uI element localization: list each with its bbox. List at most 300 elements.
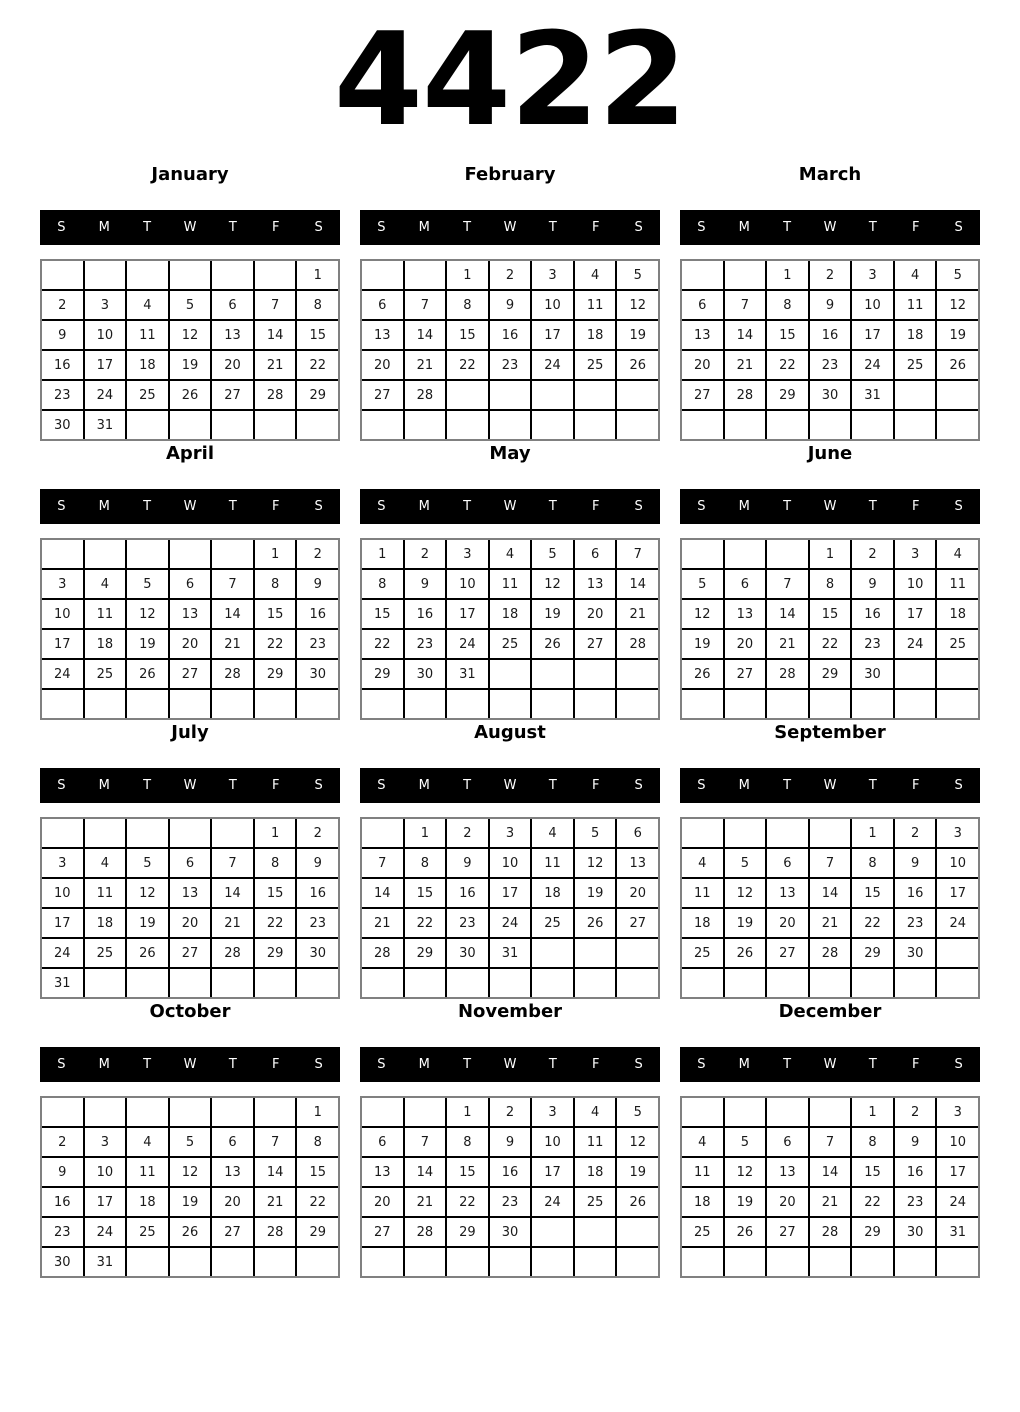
weekday-label: W	[503, 220, 517, 235]
day-cell: 9	[297, 849, 338, 877]
day-cell: 9	[852, 570, 893, 598]
day-cell-empty	[617, 690, 658, 718]
day-cell: 2	[895, 1098, 936, 1126]
weekday-label: T	[868, 778, 877, 793]
weekday-label: M	[738, 499, 750, 514]
day-cell: 5	[127, 570, 168, 598]
day-cell: 3	[85, 291, 126, 319]
days-grid	[360, 538, 660, 720]
day-cell: 18	[127, 351, 168, 379]
day-cell: 10	[895, 570, 936, 598]
weekday-label: T	[463, 499, 472, 514]
weekday-label: W	[823, 1057, 837, 1072]
weekday-label: M	[738, 1057, 750, 1072]
day-cell: 16	[447, 879, 488, 907]
day-cell: 9	[405, 570, 446, 598]
day-cell: 29	[297, 1218, 338, 1246]
day-cell: 11	[682, 879, 723, 907]
day-cell-empty	[170, 1248, 211, 1276]
day-cell: 17	[852, 321, 893, 349]
day-cell: 15	[810, 600, 851, 628]
day-cell: 9	[895, 1128, 936, 1156]
day-cell: 8	[810, 570, 851, 598]
day-cell: 20	[170, 909, 211, 937]
day-cell: 28	[405, 381, 446, 409]
day-cell-empty	[297, 690, 338, 718]
day-cell-empty	[490, 660, 531, 688]
day-cell-empty	[42, 1098, 83, 1126]
weekday-label: T	[463, 778, 472, 793]
day-cell: 26	[170, 1218, 211, 1246]
weekday-label: T	[143, 1057, 152, 1072]
day-cell-empty	[490, 381, 531, 409]
day-cell: 8	[767, 291, 808, 319]
day-cell: 29	[447, 1218, 488, 1246]
day-cell-empty	[767, 411, 808, 439]
day-cell-empty	[212, 261, 253, 289]
day-cell: 17	[85, 351, 126, 379]
day-cell: 19	[617, 321, 658, 349]
day-cell: 28	[810, 1218, 851, 1246]
weekday-label: W	[503, 499, 517, 514]
day-cell: 11	[682, 1158, 723, 1186]
day-cell: 16	[895, 1158, 936, 1186]
day-cell: 2	[447, 819, 488, 847]
day-cell: 9	[810, 291, 851, 319]
day-cell: 18	[85, 630, 126, 658]
days-grid	[360, 1096, 660, 1278]
weekday-label: F	[271, 220, 280, 235]
day-cell-empty	[255, 1248, 296, 1276]
days-grid	[360, 259, 660, 441]
day-cell: 14	[255, 321, 296, 349]
weekday-label: S	[697, 499, 706, 514]
day-cell: 20	[362, 1188, 403, 1216]
day-cell: 7	[725, 291, 766, 319]
day-cell: 7	[767, 570, 808, 598]
day-cell: 27	[767, 939, 808, 967]
weekday-label: S	[377, 499, 386, 514]
day-cell: 26	[532, 630, 573, 658]
day-cell: 4	[532, 819, 573, 847]
day-cell-empty	[362, 411, 403, 439]
day-cell: 14	[725, 321, 766, 349]
day-cell: 29	[810, 660, 851, 688]
day-cell: 4	[85, 849, 126, 877]
weekday-label: F	[911, 499, 920, 514]
day-cell: 23	[297, 909, 338, 937]
day-cell: 19	[617, 1158, 658, 1186]
day-cell-empty	[937, 969, 978, 997]
day-cell: 15	[255, 879, 296, 907]
day-cell: 18	[127, 1188, 168, 1216]
day-cell: 10	[42, 879, 83, 907]
day-cell: 21	[405, 1188, 446, 1216]
day-cell-empty	[852, 690, 893, 718]
day-cell: 31	[937, 1218, 978, 1246]
day-cell: 2	[490, 1098, 531, 1126]
day-cell: 17	[490, 879, 531, 907]
day-cell: 26	[937, 351, 978, 379]
weekday-label: F	[591, 1057, 600, 1072]
day-cell-empty	[447, 690, 488, 718]
day-cell: 26	[575, 909, 616, 937]
day-cell: 8	[362, 570, 403, 598]
month-name: January	[151, 164, 229, 185]
weekday-label: T	[548, 778, 557, 793]
day-cell: 20	[362, 351, 403, 379]
day-cell: 28	[212, 939, 253, 967]
day-cell: 10	[937, 849, 978, 877]
day-cell: 4	[682, 1128, 723, 1156]
day-cell: 24	[85, 1218, 126, 1246]
day-cell: 21	[767, 630, 808, 658]
month-name: November	[457, 1001, 563, 1022]
day-cell: 12	[725, 1158, 766, 1186]
day-cell-empty	[255, 411, 296, 439]
day-cell: 21	[405, 351, 446, 379]
day-cell-empty	[447, 381, 488, 409]
day-cell: 16	[490, 1158, 531, 1186]
day-cell: 7	[255, 291, 296, 319]
weekday-label: S	[57, 220, 66, 235]
day-cell-empty	[725, 411, 766, 439]
weekday-header	[680, 210, 980, 245]
day-cell: 5	[617, 1098, 658, 1126]
weekday-label: F	[591, 499, 600, 514]
day-cell: 20	[767, 1188, 808, 1216]
day-cell: 22	[767, 351, 808, 379]
day-cell-empty	[297, 411, 338, 439]
day-cell: 15	[447, 1158, 488, 1186]
day-cell-empty	[617, 969, 658, 997]
day-cell-empty	[810, 1248, 851, 1276]
day-cell-empty	[767, 1248, 808, 1276]
day-cell-empty	[767, 540, 808, 568]
day-cell: 23	[405, 630, 446, 658]
day-cell: 6	[362, 291, 403, 319]
day-cell: 14	[617, 570, 658, 598]
day-cell: 29	[255, 939, 296, 967]
day-cell: 9	[490, 1128, 531, 1156]
day-cell: 10	[532, 291, 573, 319]
day-cell: 7	[212, 570, 253, 598]
day-cell: 23	[42, 381, 83, 409]
weekday-label: W	[183, 220, 197, 235]
day-cell: 14	[212, 600, 253, 628]
day-cell: 14	[405, 1158, 446, 1186]
day-cell: 6	[212, 291, 253, 319]
day-cell: 24	[42, 660, 83, 688]
day-cell: 9	[42, 321, 83, 349]
day-cell-empty	[362, 1248, 403, 1276]
day-cell-empty	[575, 969, 616, 997]
day-cell-empty	[682, 819, 723, 847]
day-cell-empty	[532, 411, 573, 439]
day-cell: 7	[810, 1128, 851, 1156]
day-cell: 23	[895, 909, 936, 937]
day-cell: 27	[725, 660, 766, 688]
day-cell: 18	[895, 321, 936, 349]
day-cell: 15	[297, 1158, 338, 1186]
day-cell-empty	[362, 969, 403, 997]
weekday-label: T	[868, 220, 877, 235]
day-cell-empty	[42, 690, 83, 718]
day-cell-empty	[682, 540, 723, 568]
day-cell: 27	[575, 630, 616, 658]
day-cell-empty	[212, 969, 253, 997]
day-cell-empty	[937, 411, 978, 439]
weekday-label: W	[183, 1057, 197, 1072]
weekday-label: S	[377, 778, 386, 793]
day-cell: 15	[767, 321, 808, 349]
day-cell-empty	[405, 1098, 446, 1126]
day-cell: 16	[852, 600, 893, 628]
day-cell: 1	[447, 1098, 488, 1126]
day-cell-empty	[42, 261, 83, 289]
day-cell: 22	[255, 909, 296, 937]
weekday-label: T	[463, 1057, 472, 1072]
day-cell: 15	[405, 879, 446, 907]
day-cell: 24	[937, 1188, 978, 1216]
month-name: October	[149, 1001, 231, 1022]
day-cell: 16	[42, 351, 83, 379]
weekday-label: S	[697, 1057, 706, 1072]
day-cell-empty	[362, 690, 403, 718]
weekday-label: T	[228, 499, 237, 514]
weekday-label: T	[143, 499, 152, 514]
weekday-label: W	[503, 778, 517, 793]
weekday-label: F	[271, 499, 280, 514]
weekday-label: T	[783, 499, 792, 514]
day-cell: 11	[127, 1158, 168, 1186]
day-cell: 2	[297, 540, 338, 568]
day-cell: 13	[767, 879, 808, 907]
weekday-label: F	[911, 778, 920, 793]
day-cell: 27	[767, 1218, 808, 1246]
weekday-label: S	[377, 1057, 386, 1072]
day-cell-empty	[255, 690, 296, 718]
weekday-label: S	[954, 1057, 963, 1072]
day-cell: 13	[575, 570, 616, 598]
day-cell: 23	[895, 1188, 936, 1216]
day-cell: 30	[895, 1218, 936, 1246]
day-cell: 18	[575, 1158, 616, 1186]
day-cell: 11	[85, 600, 126, 628]
day-cell: 14	[767, 600, 808, 628]
weekday-label: W	[823, 499, 837, 514]
day-cell: 20	[170, 630, 211, 658]
weekday-header	[680, 489, 980, 524]
day-cell: 2	[490, 261, 531, 289]
month-february	[360, 164, 660, 441]
day-cell-empty	[725, 690, 766, 718]
weekday-label: S	[954, 499, 963, 514]
day-cell: 30	[810, 381, 851, 409]
day-cell-empty	[575, 939, 616, 967]
day-cell: 7	[617, 540, 658, 568]
day-cell: 2	[42, 291, 83, 319]
weekday-label: F	[911, 1057, 920, 1072]
days-grid	[680, 1096, 980, 1278]
month-name: February	[464, 164, 556, 185]
day-cell: 28	[255, 1218, 296, 1246]
day-cell: 10	[937, 1128, 978, 1156]
day-cell: 21	[255, 351, 296, 379]
day-cell: 12	[725, 879, 766, 907]
day-cell: 13	[617, 849, 658, 877]
day-cell: 14	[362, 879, 403, 907]
weekday-label: S	[954, 778, 963, 793]
day-cell: 29	[767, 381, 808, 409]
day-cell: 28	[810, 939, 851, 967]
day-cell: 17	[895, 600, 936, 628]
day-cell: 24	[895, 630, 936, 658]
day-cell: 3	[895, 540, 936, 568]
weekday-label: M	[418, 499, 430, 514]
days-grid	[40, 538, 340, 720]
day-cell: 23	[490, 351, 531, 379]
day-cell-empty	[85, 1098, 126, 1126]
day-cell: 5	[170, 1128, 211, 1156]
day-cell-empty	[447, 1248, 488, 1276]
day-cell: 22	[447, 351, 488, 379]
day-cell-empty	[617, 411, 658, 439]
day-cell: 24	[447, 630, 488, 658]
day-cell-empty	[170, 969, 211, 997]
day-cell: 25	[895, 351, 936, 379]
day-cell-empty	[937, 660, 978, 688]
day-cell: 28	[405, 1218, 446, 1246]
year-title: 4422	[333, 6, 687, 155]
day-cell: 6	[682, 291, 723, 319]
day-cell-empty	[895, 969, 936, 997]
day-cell: 27	[212, 381, 253, 409]
day-cell: 30	[405, 660, 446, 688]
day-cell: 10	[447, 570, 488, 598]
day-cell-empty	[490, 411, 531, 439]
day-cell: 30	[42, 411, 83, 439]
day-cell: 22	[297, 1188, 338, 1216]
day-cell: 16	[297, 879, 338, 907]
day-cell: 11	[937, 570, 978, 598]
day-cell-empty	[490, 1248, 531, 1276]
day-cell: 8	[447, 1128, 488, 1156]
day-cell: 10	[85, 321, 126, 349]
day-cell: 1	[297, 1098, 338, 1126]
day-cell: 12	[682, 600, 723, 628]
day-cell: 1	[852, 1098, 893, 1126]
day-cell: 4	[85, 570, 126, 598]
weekday-label: T	[783, 1057, 792, 1072]
day-cell-empty	[810, 819, 851, 847]
day-cell: 25	[682, 939, 723, 967]
weekday-label: F	[271, 1057, 280, 1072]
day-cell: 21	[362, 909, 403, 937]
day-cell: 4	[490, 540, 531, 568]
day-cell-empty	[767, 690, 808, 718]
day-cell-empty	[127, 1248, 168, 1276]
day-cell: 6	[212, 1128, 253, 1156]
day-cell: 27	[170, 939, 211, 967]
month-name: August	[474, 722, 546, 743]
day-cell: 5	[532, 540, 573, 568]
day-cell: 22	[852, 909, 893, 937]
day-cell-empty	[212, 1098, 253, 1126]
day-cell-empty	[127, 690, 168, 718]
day-cell: 7	[405, 1128, 446, 1156]
day-cell: 29	[405, 939, 446, 967]
day-cell-empty	[212, 819, 253, 847]
day-cell: 30	[490, 1218, 531, 1246]
weekday-label: W	[183, 778, 197, 793]
day-cell: 7	[362, 849, 403, 877]
day-cell: 16	[297, 600, 338, 628]
day-cell: 13	[362, 1158, 403, 1186]
day-cell: 8	[255, 570, 296, 598]
day-cell: 29	[255, 660, 296, 688]
day-cell: 28	[362, 939, 403, 967]
day-cell: 24	[532, 1188, 573, 1216]
month-name: March	[798, 164, 862, 185]
day-cell: 19	[725, 1188, 766, 1216]
day-cell: 8	[297, 1128, 338, 1156]
day-cell-empty	[362, 819, 403, 847]
day-cell: 14	[810, 879, 851, 907]
day-cell-empty	[682, 1098, 723, 1126]
day-cell: 29	[362, 660, 403, 688]
day-cell: 22	[255, 630, 296, 658]
weekday-label: S	[634, 1057, 643, 1072]
weekday-label: F	[591, 778, 600, 793]
day-cell: 18	[937, 600, 978, 628]
day-cell-empty	[725, 819, 766, 847]
weekday-header	[40, 768, 340, 803]
day-cell: 23	[447, 909, 488, 937]
day-cell: 2	[895, 819, 936, 847]
day-cell-empty	[725, 969, 766, 997]
day-cell-empty	[127, 1098, 168, 1126]
day-cell: 9	[297, 570, 338, 598]
day-cell: 25	[575, 351, 616, 379]
weekday-label: S	[314, 220, 323, 235]
weekday-header	[360, 210, 660, 245]
day-cell: 18	[532, 879, 573, 907]
day-cell-empty	[447, 969, 488, 997]
weekday-header	[40, 489, 340, 524]
day-cell: 24	[532, 351, 573, 379]
day-cell-empty	[895, 690, 936, 718]
day-cell-empty	[725, 1248, 766, 1276]
weekday-label: M	[98, 778, 110, 793]
day-cell: 8	[852, 849, 893, 877]
day-cell: 6	[767, 849, 808, 877]
month-august	[360, 722, 660, 999]
day-cell: 8	[447, 291, 488, 319]
calendar-grid	[0, 164, 1020, 1278]
day-cell: 12	[170, 1158, 211, 1186]
day-cell: 21	[212, 909, 253, 937]
days-grid	[680, 817, 980, 999]
day-cell: 26	[170, 381, 211, 409]
day-cell: 2	[852, 540, 893, 568]
month-july	[40, 722, 340, 999]
day-cell: 19	[682, 630, 723, 658]
day-cell: 22	[297, 351, 338, 379]
day-cell: 16	[490, 321, 531, 349]
day-cell: 17	[532, 1158, 573, 1186]
day-cell: 17	[937, 1158, 978, 1186]
